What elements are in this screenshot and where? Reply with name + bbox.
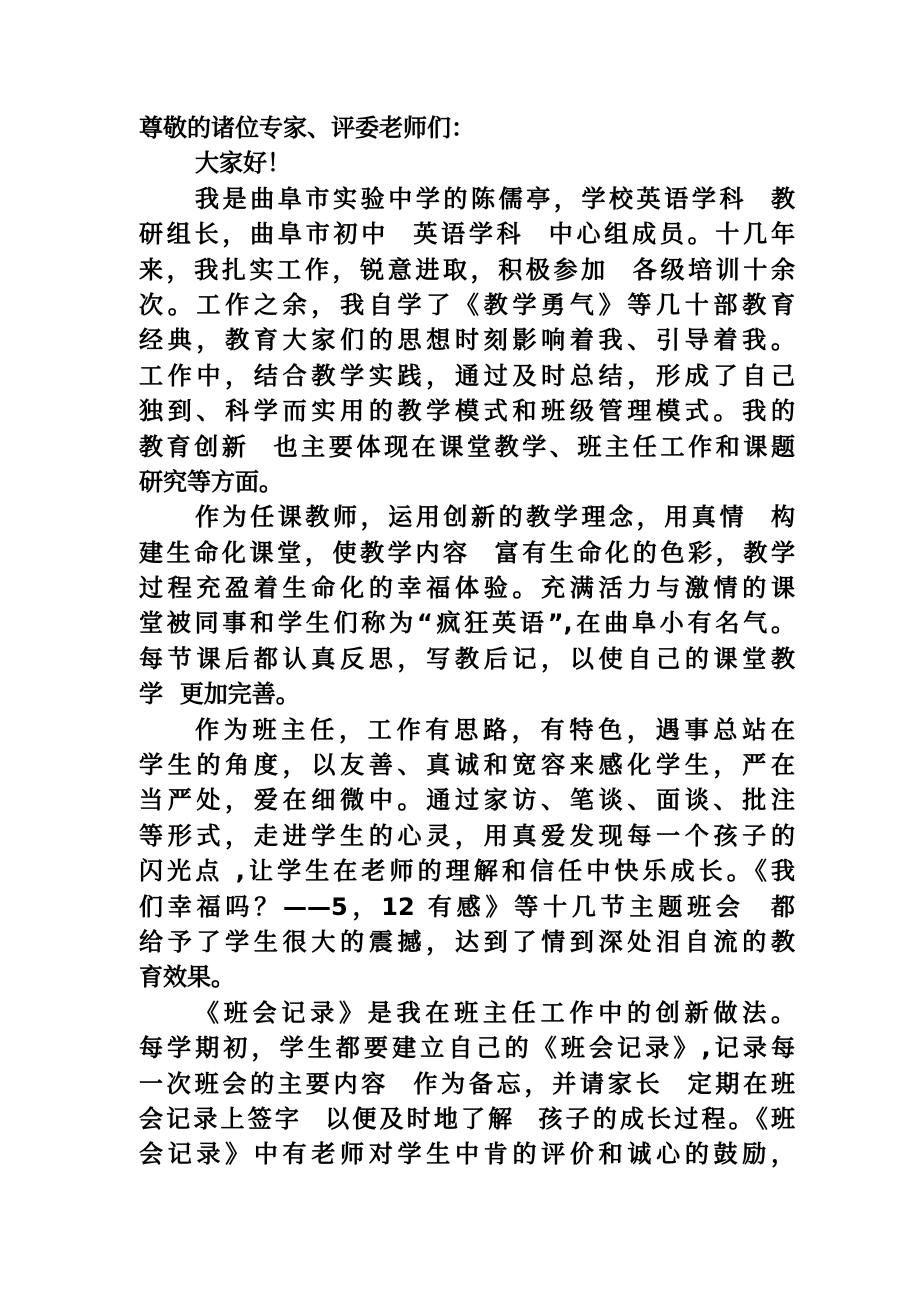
text-line: 们幸福吗？——5，12 有感》等十几节主题班会 都	[139, 892, 795, 921]
text-line: 闪光点 ,让学生在老师的理解和信任中快乐成长。《我	[139, 857, 795, 886]
text-line: 过程充盈着生命化的幸福体验。充满活力与激情的课	[139, 574, 795, 603]
text-line: 每学期初，学生都要建立自己的《班会记录》,记录每	[139, 1034, 795, 1063]
text-line: 当严处，爱在细微中。通过家访、笔谈、面谈、批注	[139, 786, 795, 815]
text-line: 来，我扎实工作，锐意进取，积极参加 各级培训十余	[139, 255, 795, 284]
text-line: 次。工作之余，我自学了《教学勇气》等几十部教育	[139, 290, 795, 319]
text-line: 堂被同事和学生们称为“疯狂英语”,在曲阜小有名气。	[139, 609, 795, 638]
text-line: 研组长，曲阜市初中 英语学科 中心组成员。十几年	[139, 220, 795, 249]
text-line: 学生的角度，以友善、真诚和宽容来感化学生，严在	[139, 751, 795, 780]
text-line: 作为任课教师，运用创新的教学理念，用真情 构	[195, 503, 795, 532]
text-line: 育效果。	[139, 963, 235, 992]
text-line: 独到、科学而实用的教学模式和班级管理模式。我的	[139, 397, 795, 426]
text-line: 经典，教育大家们的思想时刻影响着我、引导着我。	[139, 326, 795, 355]
text-line: 《班会记录》是我在班主任工作中的创新做法。	[195, 998, 795, 1027]
text-line: 等形式，走进学生的心灵，用真爱发现每一个孩子的	[139, 821, 795, 850]
document-body	[139, 111, 795, 1173]
text-line: 研究等方面。	[139, 467, 283, 496]
text-line: 教育创新 也主要体现在课堂教学、班主任工作和课题	[139, 432, 795, 461]
text-line: 会记录上签字 以便及时地了解 孩子的成长过程。《班	[139, 1104, 795, 1133]
text-line: 会记录》中有老师对学生中肯的评价和诚心的鼓励，	[139, 1140, 795, 1169]
text-line: 尊敬的诸位专家、评委老师们：	[139, 114, 475, 142]
text-line: 给予了学生很大的震撼，达到了情到深处泪自流的教	[139, 927, 795, 956]
text-line: 学 更加完善。	[139, 680, 300, 709]
text-line: 大家好！	[195, 149, 291, 178]
text-line: 工作中，结合教学实践，通过及时总结，形成了自己	[139, 361, 795, 390]
text-line: 一次班会的主要内容 作为备忘，并请家长 定期在班	[139, 1069, 795, 1098]
text-line: 作为班主任，工作有思路，有特色，遇事总站在	[195, 715, 795, 744]
text-line: 每节课后都认真反思，写教后记，以使自己的课堂教	[139, 644, 795, 673]
text-line: 建生命化课堂，使教学内容 富有生命化的色彩，教学	[139, 538, 795, 567]
text-line: 我是曲阜市实验中学的陈儒亭，学校英语学科 教	[195, 184, 795, 213]
